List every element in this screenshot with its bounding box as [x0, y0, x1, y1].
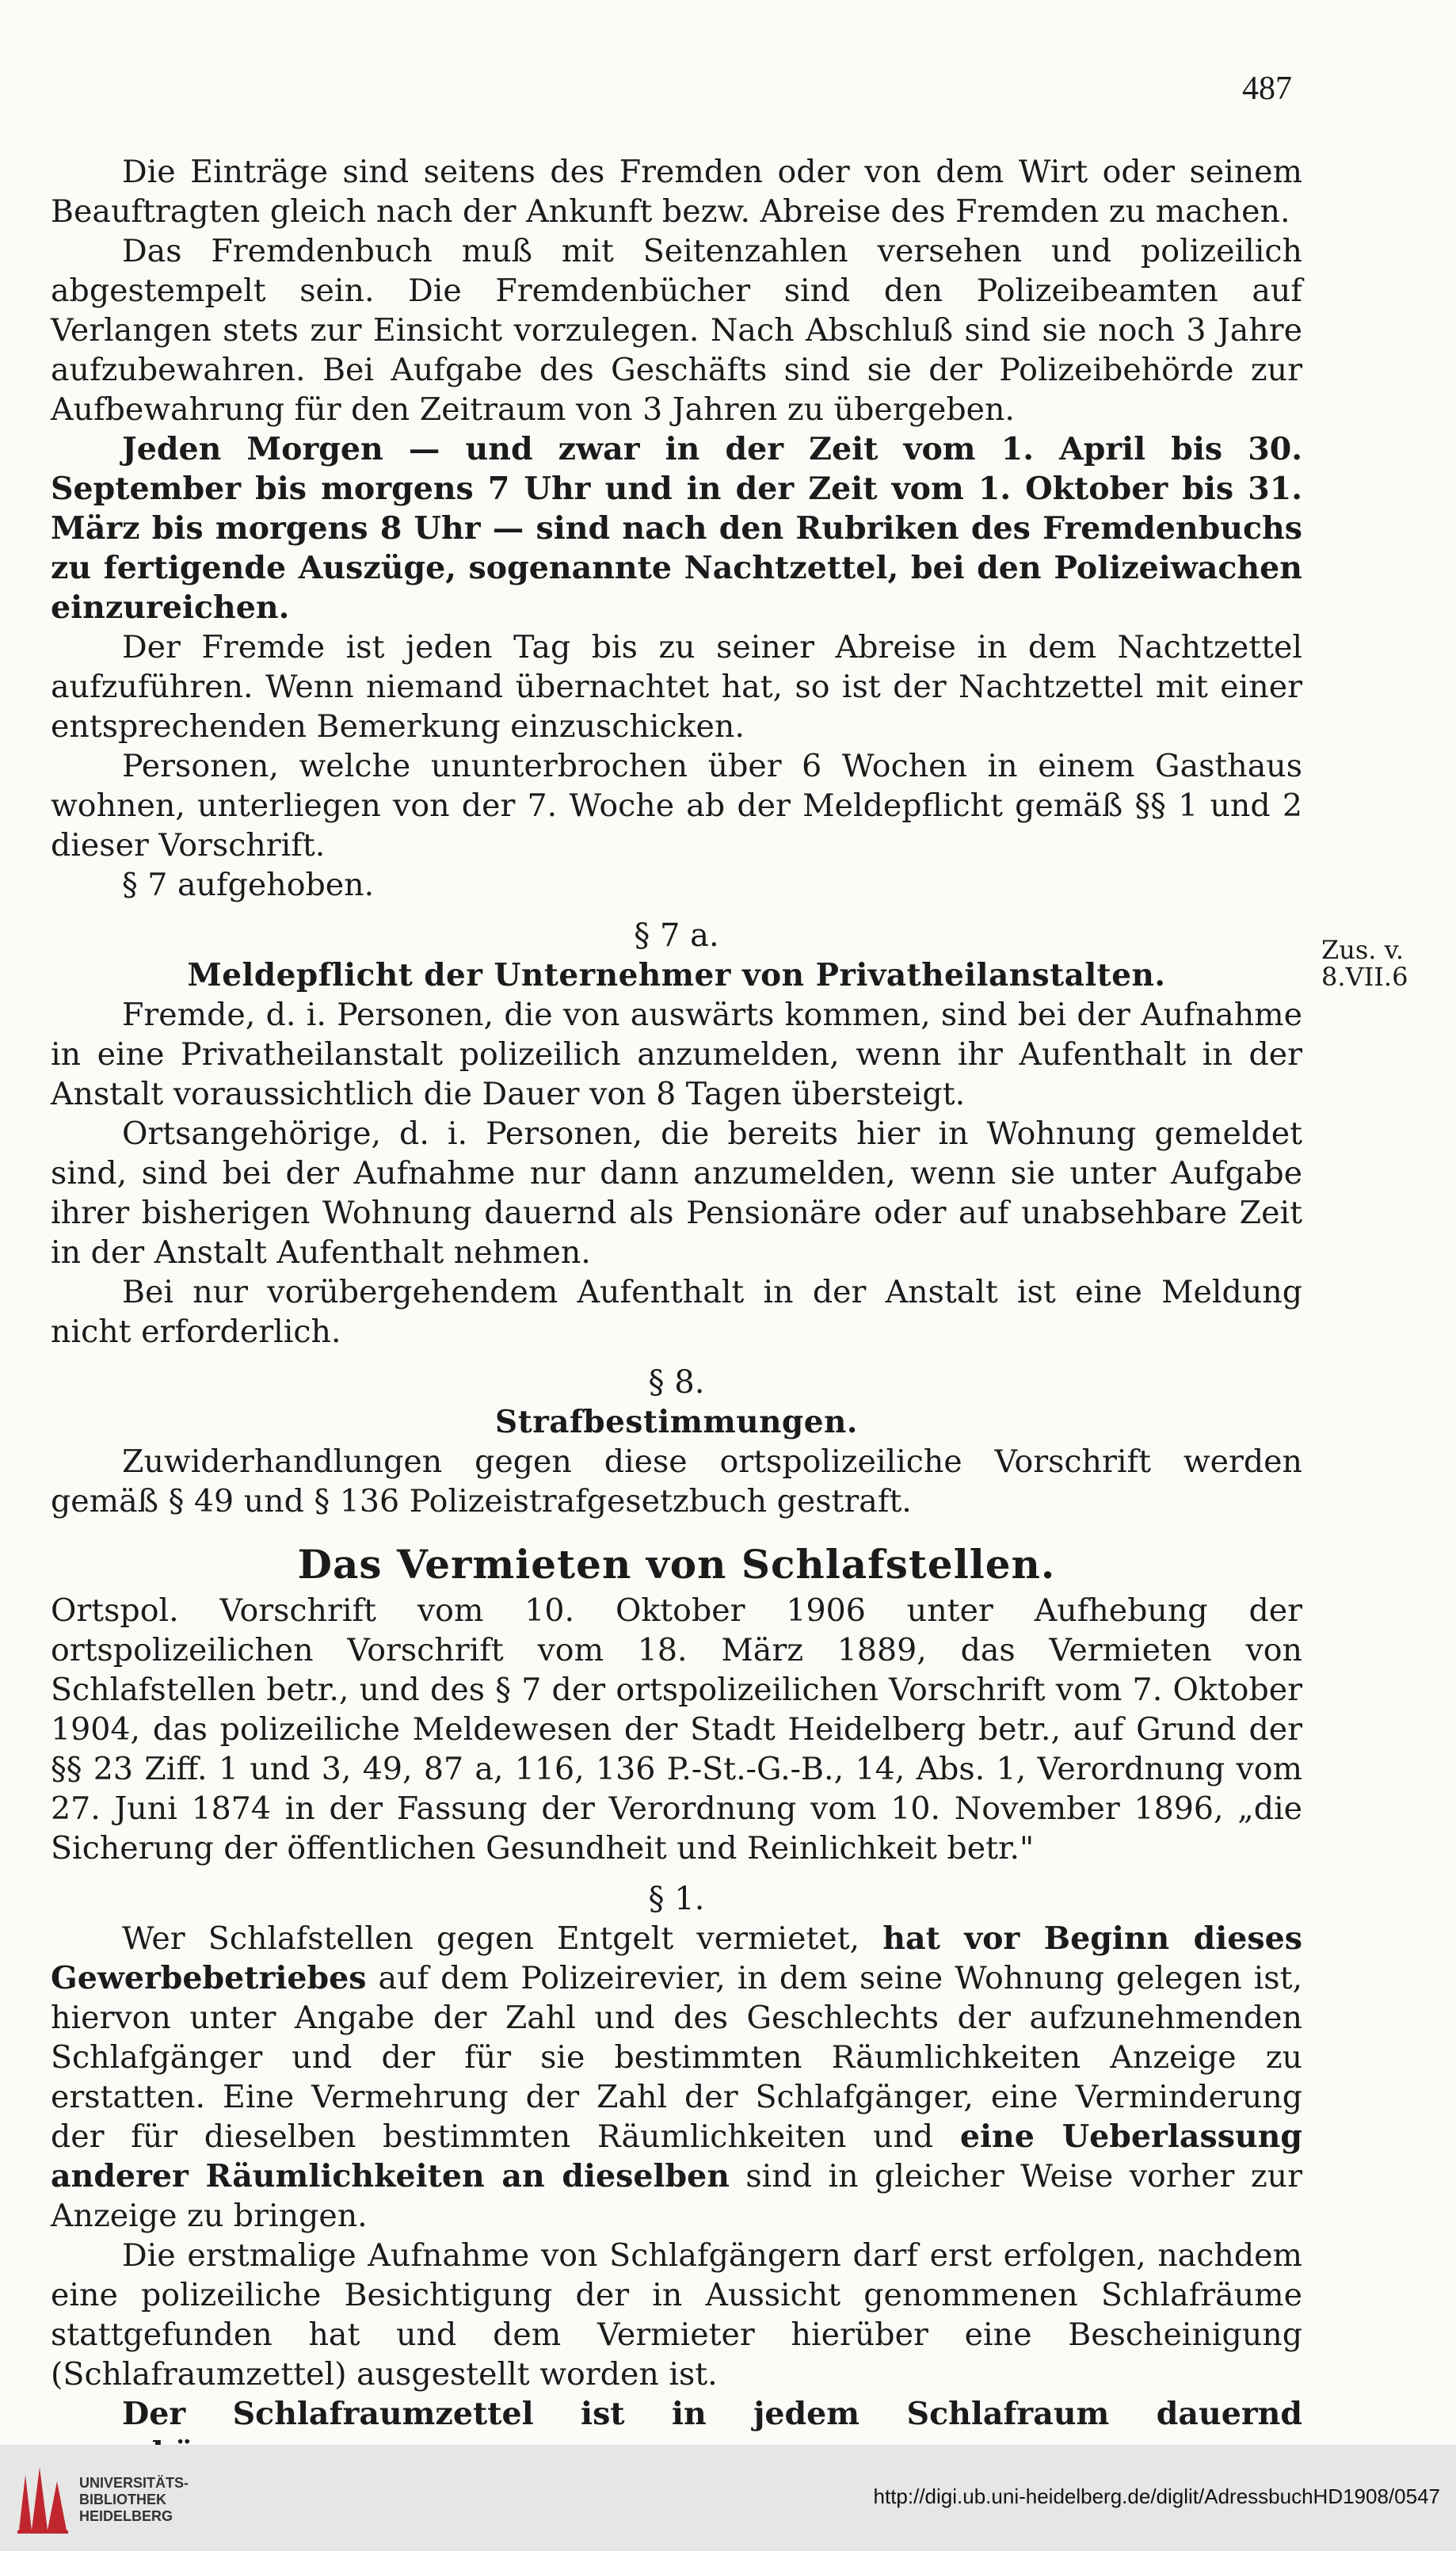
text-run-bold: eine Ueberlassung anderer Räumlichkeiten an dieselben — [51, 2118, 1302, 2194]
paragraph: Die erstmalige Aufnahme von Schlafgängern darf erst erfolgen, nachdem eine polizeiliche Besichtigung der in Aussicht genommenen Schlafräume stattgefunden hat und dem Vermieter hierüber eine Bescheinigung (Schlafraumzettel) ausgestellt worden ist. — [51, 2237, 1302, 2393]
paragraph: Ortsangehörige, d. i. Personen, die bereits hier in Wohnung gemeldet sind, sind bei der Aufnahme nur dann anzumelden, wenn sie unter Aufgabe ihrer bisherigen Wohnung dauernd als Pensionäre oder auf unabsehbare Zeit in der Anstalt Aufenthalt nehmen. — [51, 1115, 1302, 1271]
paragraph: Die Einträge sind seitens des Fremden oder von dem Wirt oder seinem Beauftragten gleich nach der Ankunft bezw. Abreise des Fremden zu machen. — [51, 154, 1302, 230]
logo-text-line: UNIVERSITÄTS- — [79, 2475, 189, 2491]
library-logo-text — [79, 2475, 189, 2525]
paragraph: Bei nur vorübergehendem Aufenthalt in der Anstalt ist eine Meldung nicht erforderlich. — [51, 1274, 1302, 1350]
margin-note-line: 8.VII.6 — [1321, 962, 1408, 992]
paragraph: Das Fremdenbuch muß mit Seitenzahlen versehen und polizeilich abgestempelt sein. Die Fremdenbücher sind den Polizeibeamten auf Verlangen stets zur Einsicht vorzulegen. Nach Abschluß sind sie noch 3 Jahre aufzubewahren. Bei Aufgabe des Geschäfts sind sie der Polizeibehörde zur Aufbewahrung für den Zeitraum von 3 Jahren zu übergeben. — [51, 233, 1302, 428]
section-number-7a: § 7 a. — [634, 917, 719, 954]
margin-note-line: Zus. v. — [1321, 935, 1405, 965]
section-title-8: Strafbestimmungen. — [495, 1404, 858, 1440]
text-run: auf dem Polizeirevier, in dem seine Wohnung gelegen ist, hiervon unter Angabe der Zahl und des Geschlechts der aufzunehmenden Schlafgänger und der für sie bestimmten Räumlichkeiten Anzeige zu erstatten. Eine Vermehrung der Zahl der Schlafgänger, eine Verminderung der für dieselben bestimmten Räumlichkeiten und — [51, 1960, 1302, 2155]
paragraph: Der Fremde ist jeden Tag bis zu seiner Abreise in dem Nachtzettel aufzuführen. Wenn niemand übernachtet hat, so ist der Nachtzettel mit einer entsprechenden Bemerkung einzuschicken. — [51, 629, 1302, 745]
footer-bar — [0, 2445, 1456, 2551]
paragraph: § 7 aufgehoben. — [122, 867, 375, 903]
section-number-1: § 1. — [648, 1881, 705, 1917]
page-number: 487 — [1242, 71, 1292, 107]
paragraph — [51, 1919, 1302, 2236]
paragraph-bold: Jeden Morgen — und zwar in der Zeit vom 1. April bis 30. September bis morgens 7 Uhr und in der Zeit vom 1. Oktober bis 31. März bis morgens 8 Uhr — sind nach den Rubriken des Fremdenbuchs zu fertigende Auszüge, sogenannte Nachtzettel, bei den Polizeiwachen einzureichen. — [51, 431, 1302, 626]
library-logo-icon — [14, 2459, 71, 2537]
margin-note — [1321, 936, 1416, 990]
text-run: sind in gleicher Weise vorher zur Anzeige zu bringen. — [51, 2158, 1302, 2234]
document-body — [51, 152, 1302, 2473]
logo-text-line: HEIDELBERG — [79, 2508, 173, 2524]
section-number-8: § 8. — [648, 1364, 705, 1401]
paragraph: Personen, welche ununterbrochen über 6 Wochen in einem Gasthaus wohnen, unterliegen von der 7. Woche ab der Meldepflicht gemäß §§ 1 und 2 dieser Vorschrift. — [51, 748, 1302, 864]
logo-text-line: BIBLIOTHEK — [79, 2492, 166, 2507]
source-url-link[interactable]: http://digi.ub.uni-heidelberg.de/diglit/AdressbuchHD1908/0547 — [873, 2484, 1440, 2508]
paragraph: Zuwiderhandlungen gegen diese ortspolizeiliche Vorschrift werden gemäß § 49 und § 136 Polizeistrafgesetzbuch gestraft. — [51, 1443, 1302, 1520]
section-title-7a: Meldepflicht der Unternehmer von Privatheilanstalten. — [187, 957, 1166, 993]
paragraph: Fremde, d. i. Personen, die von auswärts kommen, sind bei der Aufnahme in eine Privatheilanstalt polizeilich anzumelden, wenn ihr Aufenthalt in der Anstalt voraussichtlich die Dauer von 8 Tagen übersteigt. — [51, 997, 1302, 1112]
chapter-title: Das Vermieten von Schlafstellen. — [297, 1541, 1056, 1588]
text-run-bold: hat vor Beginn dieses Gewerbebetriebes — [51, 1920, 1302, 1996]
paragraph-bold: Der Schlafraumzettel ist in jedem Schlafraum dauernd — [122, 2396, 1302, 2432]
text-run: Wer Schlafstellen gegen Entgelt vermietet, — [122, 1920, 883, 1957]
regulation-intro: Ortspol. Vorschrift vom 10. Oktober 1906 unter Aufhebung der ortspolizeilichen Vorschrift vom 18. März 1889, das Vermieten von Schlafstellen betr., und des § 7 der ortspolizeilichen Vorschrift vom 7. Oktober 1904, das polizeiliche Meldewesen der Stadt Heidelberg betr., auf Grund der §§ 23 Ziff. 1 und 3, 49, 87 a, 116, 136 P.-St.-G.-B., 14, Abs. 1, Verordnung vom 27. Juni 1874 in der Fassung der Verordnung vom 10. November 1896, „die Sicherung der öffentlichen Gesundheit und Reinlichkeit betr." — [51, 1592, 1302, 1867]
